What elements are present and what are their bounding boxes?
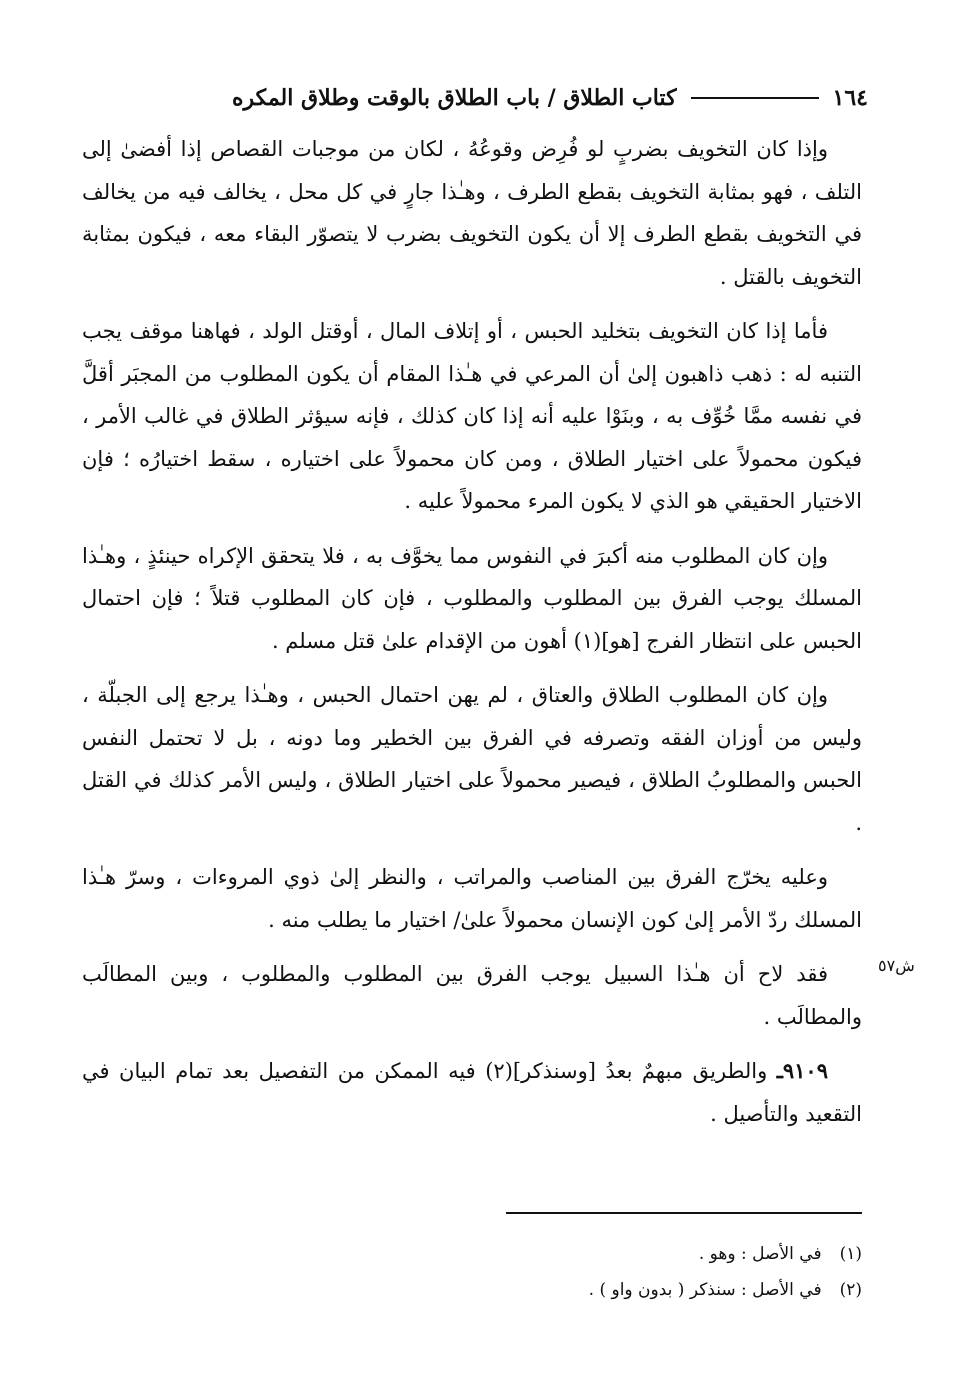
paragraph-text: والطريق مبهمٌ بعدُ [وسنذكر](٢) فيه الممكن من التفصيل بعد تمام البيان في التقعيد والتأصيل .	[82, 1059, 862, 1126]
footnotes	[300, 1236, 862, 1308]
footnote	[300, 1236, 862, 1272]
numbered-paragraph	[82, 1050, 862, 1135]
paragraph: فأما إذا كان التخويف بتخليد الحبس ، أو إتلاف المال ، أوقتل الولد ، فهاهنا موقف يجب التنبه له : ذهب ذاهبون إلىٰ أن المرعي في هـٰذا المقام أن يكون المطلوب من المجبَر أقلَّ في نفسه ممَّا خُوِّف به ، وبنَوْا عليه أنه إذا كان كذلك ، فإنه سيؤثر الطلاق في غالب الأمر ، فيكون محمولاً على اختيار الطلاق ، ومن كان محمولاً على اختياره ، سقط اختيارُه ؛ فإن الاختيار الحقيقي هو الذي لا يكون المرء محمولاً عليه .	[82, 319, 862, 513]
margin-note: ش٥٧	[878, 956, 915, 975]
paragraph: فقد لاح أن هـٰذا السبيل يوجب الفرق بين المطلوب والمطلوب ، وبين المطالَب والمطالَب .	[82, 962, 862, 1029]
paragraph-number: ٩١٠٩ـ	[776, 1058, 828, 1083]
paragraph: وإن كان المطلوب الطلاق والعتاق ، لم يهن احتمال الحبس ، وهـٰذا يرجع إلى الجبلّة ، وليس من أوزان الفقه وتصرفه في الفرق بين الخطير وما دونه ، بل لا تحتمل النفس الحبس والمطلوبُ الطلاق ، فيصير محمولاً على اختيار الطلاق ، وليس الأمر كذلك في القتل .	[82, 683, 862, 835]
footnote-number: (١)	[839, 1244, 862, 1264]
page-number: ١٦٤	[832, 85, 868, 111]
body-text	[82, 128, 862, 1135]
footnote	[300, 1272, 862, 1308]
paragraph: وإذا كان التخويف بضربٍ لو فُرِض وقوعُهُ ، لكان من موجبات القصاص إذا أفضىٰ إلى التلف ، فهو بمثابة التخويف بقطع الطرف ، وهـٰذا جارٍ في كل محل ، يخالف فيه من يخالف في التخويف بقطع الطرف إلا أن يكون التخويف بضرب لا يتصوّر البقاء معه ، فيكون بمثابة التخويف بالقتل .	[82, 137, 862, 289]
running-header	[90, 78, 868, 118]
footnote-text: في الأصل : سنذكر ( بدون واو ) .	[588, 1280, 822, 1300]
header-title: كتاب الطلاق / باب الطلاق بالوقت وطلاق المكره	[232, 85, 677, 111]
footnote-number: (٢)	[839, 1280, 862, 1300]
footnote-text: في الأصل : وهو .	[698, 1244, 822, 1264]
paragraph: وإن كان المطلوب منه أكبرَ في النفوس مما يخوَّف به ، فلا يتحقق الإكراه حينئذٍ ، وهـٰذا المسلك يوجب الفرق بين المطلوب والمطلوب ، فإن كان المطلوب قتلاً ؛ فإن احتمال الحبس على انتظار الفرج [هو](١) أهون من الإقدام علىٰ قتل مسلم .	[82, 543, 862, 653]
paragraph: وعليه يخرّج الفرق بين المناصب والمراتب ، والنظر إلىٰ ذوي المروءات ، وسرّ هـٰذا المسلك ردّ الأمر إلىٰ كون الإنسان محمولاً علىٰ/ اختيار ما يطلب منه .	[82, 865, 862, 932]
header-rule	[691, 97, 819, 99]
footnote-rule	[506, 1212, 862, 1214]
